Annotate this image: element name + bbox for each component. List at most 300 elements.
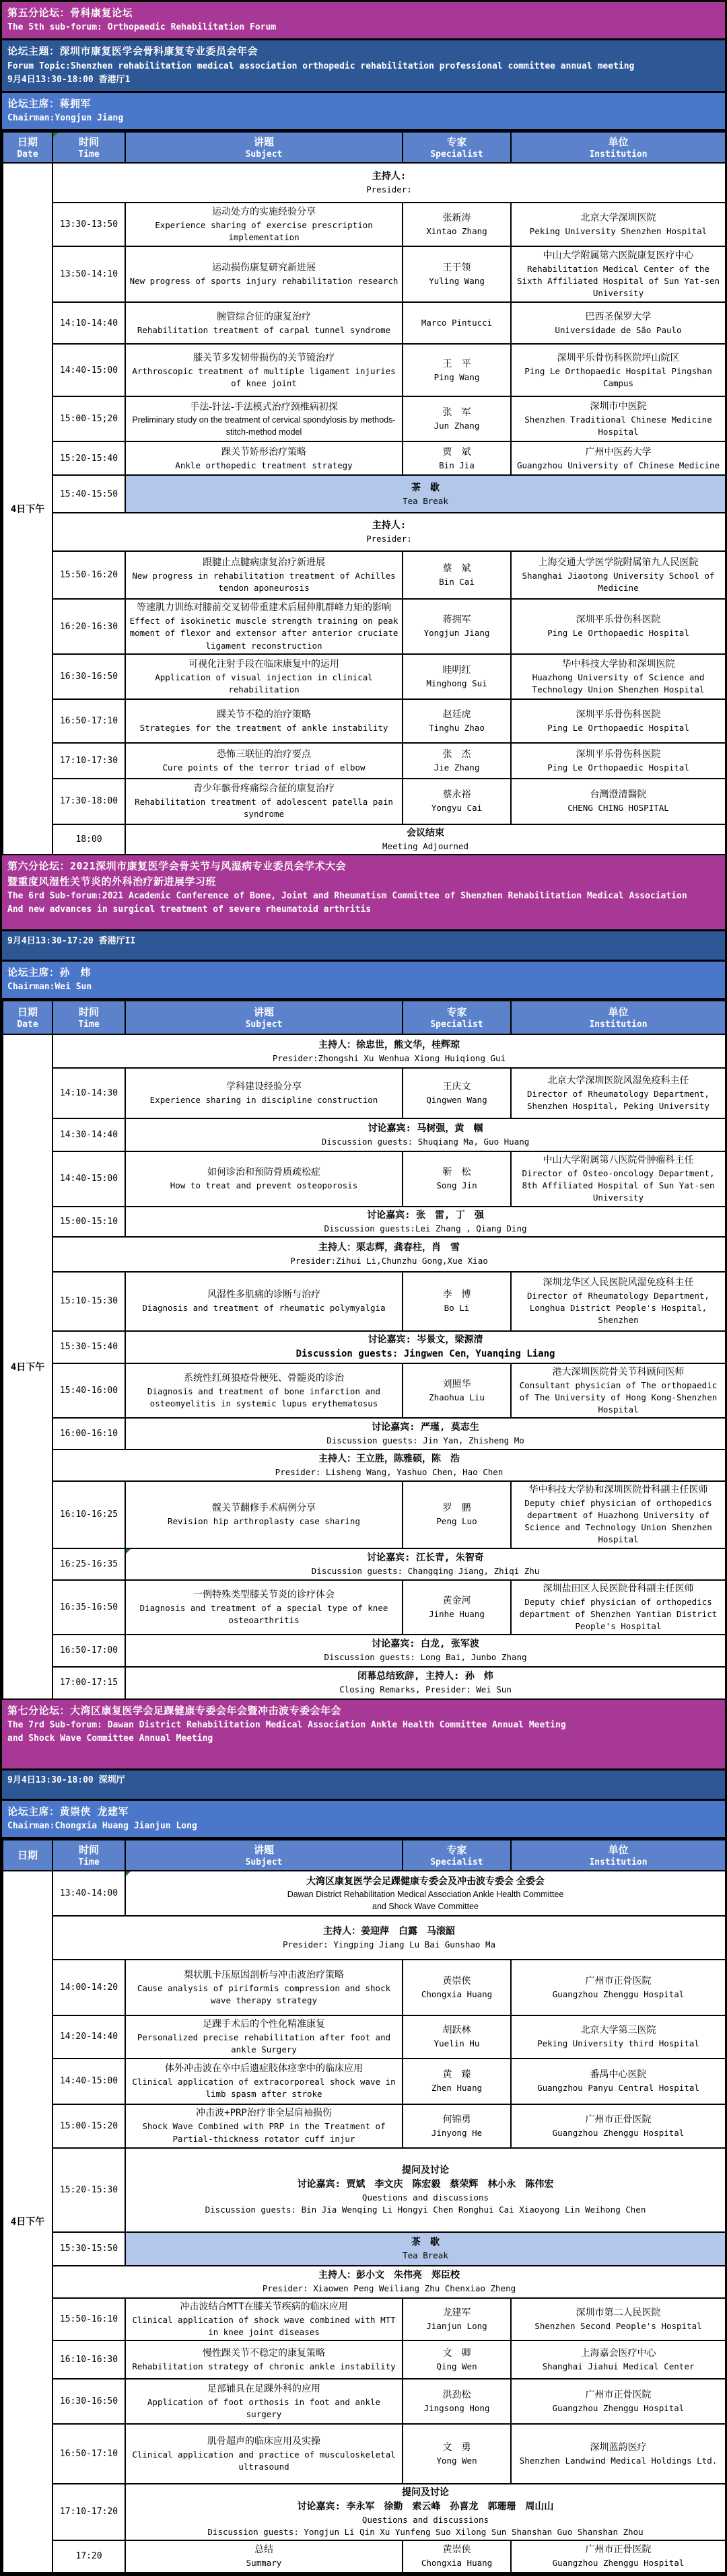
- time-cell: 14:10-14:30: [53, 1068, 125, 1118]
- specialist-line: 黄崇侠: [442, 2544, 471, 2556]
- discussion-row: [125, 2484, 726, 2540]
- institution-line: Shenzhen Second People's Hospital: [534, 2320, 702, 2331]
- note-row-line: Closing Remarks, Presider: Wei Sun: [339, 1684, 512, 1695]
- discussion-row: [125, 2148, 726, 2232]
- subject-line: 冲击波+PRP治疗非全层肩袖损伤: [196, 2108, 332, 2119]
- subject-line: 踝关节矫形治疗策略: [221, 446, 306, 458]
- institution-cell: [511, 599, 726, 653]
- institution-cell: [511, 441, 726, 475]
- sub-forum-7-header-subject: [125, 1840, 403, 1871]
- time-cell: 14:10-14:40: [53, 302, 125, 344]
- presider-line: 主持人：彭小文 朱伟亮 郑臣校: [318, 2270, 460, 2281]
- specialist-line: 王 平: [442, 358, 471, 369]
- discussion-row-line: 讨论嘉宾: 马树强，黄 帼: [368, 1123, 483, 1135]
- sub-forum-6-chairman-band: [2, 962, 725, 1000]
- specialist-cell: [403, 302, 511, 344]
- cell-flag-icon: [126, 1871, 131, 1876]
- institution-line: 广州中医药大学: [585, 446, 652, 458]
- subject-line: Diagnosis and treatment of a special type of knee osteoarthritis: [139, 1602, 388, 1625]
- specialist-line: Yuelin Hu: [434, 2038, 480, 2049]
- column-header-label: 时间: [78, 1005, 99, 1018]
- presider-line: Presider: Yingping Jiang Lu Bai Gunshao Ma: [282, 1939, 496, 1950]
- institution-cell: [511, 1151, 726, 1206]
- institution-line: 深圳平乐骨伤科医院: [576, 748, 661, 760]
- column-header-label: Institution: [589, 149, 648, 160]
- sub-forum-6-banner-line: The 6rd Sub-forum:2021 Academic Conference of Bone, Joint and Rheumatism Committee of Shenzhen Rehabilitation Medical Association: [7, 891, 687, 902]
- institution-cell: [511, 2340, 726, 2379]
- column-header-label: Institution: [589, 1019, 648, 1030]
- sub-forum-7-schedule-table: [2, 1839, 726, 2573]
- subject-line: 髋关节翻修手术病例分享: [212, 1503, 316, 1514]
- specialist-cell: [403, 246, 511, 302]
- subject-line: Cause analysis of piriformis compression and shock wave therapy strategy: [137, 1983, 391, 2006]
- institution-line: Ping Le Orthopaedic Hospital Pingshan Campus: [524, 365, 712, 388]
- column-header-label: Time: [78, 1857, 100, 1868]
- subject-cell: [125, 1272, 403, 1331]
- cell-flag-icon: [53, 133, 58, 137]
- presider-line: 主持人:: [372, 520, 407, 532]
- subject-cell: [125, 654, 403, 699]
- subject-line: Effect of isokinetic muscle strength training on peak moment of flexor and extensor after anterior cruciate ligament reconstruction: [129, 616, 399, 651]
- specialist-line: 文 卿: [442, 2347, 471, 2359]
- time-cell: 16:30-16:50: [53, 654, 125, 699]
- presider-line: Presider:Zihui Li,Chunzhu Gong,Xue Xiao: [290, 1256, 488, 1266]
- note-row-line: and Shock Wave Committee: [372, 1902, 479, 1912]
- institution-cell: [511, 551, 726, 599]
- presider-line: Presider:Zhongshi Xu Wenhua Xiong Huiqiong Gui: [272, 1052, 506, 1063]
- specialist-line: Jie Zhang: [434, 762, 480, 773]
- sub-forum-6-header-date: [3, 1001, 53, 1034]
- note-row-line: Dawan District Rehabilitation Medical Association Ankle Health Committee: [287, 1890, 564, 1900]
- note-row: [125, 1667, 726, 1699]
- institution-cell: [511, 396, 726, 441]
- time-cell: 15:50-16:20: [53, 551, 125, 599]
- column-header-label: 专家: [446, 135, 467, 148]
- time-cell: 15:30-15:50: [53, 2232, 125, 2266]
- subject-line: 足部辅具在足踝外科的应用: [207, 2383, 320, 2394]
- subject-cell: [125, 551, 403, 599]
- institution-line: 北京大学深圳医院: [580, 213, 656, 224]
- sub-forum-6-band-line: 论坛主席：孙 炜: [7, 966, 92, 978]
- subject-cell: [125, 2540, 403, 2573]
- specialist-line: 刘照华: [442, 1378, 471, 1390]
- specialist-cell: [403, 1151, 511, 1206]
- institution-line: Shanghai Jiaotong University School of Medicine: [522, 571, 715, 594]
- subject-cell: [125, 1960, 403, 2015]
- institution-line: 深圳市中医院: [590, 401, 647, 413]
- sub-forum-5-band-line: Chairman:Yongjun Jiang: [7, 113, 124, 124]
- specialist-line: Minghong Sui: [426, 678, 487, 688]
- time-cell: 16:35-16:50: [53, 1580, 125, 1635]
- institution-line: 广州市正骨医院: [585, 2544, 652, 2556]
- discussion-row-line: 讨论嘉宾: 张 雷, 丁 强: [367, 1209, 484, 1221]
- subject-cell: [125, 441, 403, 475]
- specialist-line: 贾 斌: [442, 446, 471, 458]
- institution-line: Ping Le Orthopaedic Hospital: [547, 762, 689, 773]
- subject-line: 体外冲击波在卒中后遗症肢体痉挛中的临床应用: [165, 2063, 363, 2074]
- tea-break-row: [125, 475, 726, 513]
- sub-forum-5-banner-line: 第五分论坛：骨科康复论坛: [7, 7, 133, 19]
- subject-line: Summary: [246, 2558, 282, 2569]
- presider-line: 主持人：王立胜，陈雅硕，陈 浩: [318, 1454, 460, 1465]
- specialist-cell: [403, 599, 511, 653]
- specialist-line: Jianjun Long: [426, 2320, 487, 2331]
- institution-line: 华中科技大学协和深圳医院骨科副主任医师: [528, 1484, 708, 1496]
- discussion-row: [125, 1635, 726, 1667]
- time-cell: 16:00-16:10: [53, 1418, 125, 1450]
- presider-line: Presider: Xiaowen Peng Weiliang Zhu Chenxiao Zheng: [262, 2283, 516, 2294]
- time-cell: 17:30-18:00: [53, 779, 125, 824]
- sub-forum-7-band-line: Chairman:Chongxia Huang Jianjun Long: [7, 1821, 197, 1832]
- time-cell: 16:30-16:50: [53, 2379, 125, 2424]
- time-cell: 13:30-13:50: [53, 203, 125, 246]
- sub-forum-5-banner: [2, 2, 725, 40]
- sub-forum-6-band-line: Chairman:Wei Sun: [7, 982, 92, 993]
- subject-line: 等速肌力训练对膝前交叉韧带重建术后屈伸肌群峰力矩的影响: [137, 602, 391, 614]
- institution-line: 深圳市第二人民医院: [576, 2307, 661, 2318]
- specialist-cell: [403, 2424, 511, 2484]
- institution-cell: [511, 2059, 726, 2104]
- specialist-cell: [403, 654, 511, 699]
- sub-forum-7-banner: [2, 1700, 725, 1770]
- institution-line: 广州市正骨医院: [585, 1976, 652, 1987]
- note-row-line: Meeting Adjourned: [382, 840, 469, 851]
- institution-line: 广州市正骨医院: [585, 2114, 652, 2125]
- subject-cell: [125, 1068, 403, 1118]
- specialist-line: Yongyu Cai: [431, 803, 483, 814]
- institution-cell: [511, 654, 726, 699]
- presider-row: [53, 1450, 726, 1481]
- institution-cell: [511, 1481, 726, 1548]
- institution-line: 上海嘉会医疗中心: [580, 2347, 656, 2359]
- subject-cell: [125, 779, 403, 824]
- specialist-line: Jingsong Hong: [423, 2402, 490, 2413]
- institution-line: Peking University Shenzhen Hospital: [529, 226, 707, 237]
- specialist-line: 张 军: [442, 407, 471, 419]
- note-row-line: 大湾区康复医学会足踝健康专委会及冲击波专委会 全委会: [306, 1875, 545, 1887]
- presider-line: Presider:: [366, 534, 412, 544]
- column-header-label: 时间: [78, 1843, 99, 1856]
- subject-cell: [125, 2298, 403, 2340]
- institution-line: Ping Le Orthopaedic Hospital: [547, 628, 689, 639]
- sub-forum-6-schedule-table: [2, 1000, 726, 1700]
- subject-line: Cure points of the terror triad of elbow: [162, 762, 366, 773]
- discussion-row-line: Discussion guests: Changqing Jiang, Zhiqi Zhu: [311, 1565, 540, 1576]
- subject-line: 运动处方的实施经验分享: [212, 207, 316, 218]
- cell-flag-icon: [126, 1549, 131, 1554]
- institution-cell: [511, 743, 726, 779]
- specialist-cell: [403, 1481, 511, 1548]
- specialist-cell: [403, 1068, 511, 1118]
- time-cell: 15:00-15;20: [53, 396, 125, 441]
- subject-line: Clinical application and practice of musculoskeletal ultrasound: [132, 2449, 396, 2472]
- time-cell: 14:40-15:00: [53, 1151, 125, 1206]
- institution-line: Shanghai Jiahui Medical Center: [542, 2361, 695, 2371]
- specialist-line: Jun Zhang: [434, 421, 480, 431]
- sub-forum-7-band-line: 9月4日13:30-18:00 深圳厅: [7, 1775, 125, 1785]
- column-header-label: Specialist: [430, 1857, 483, 1868]
- tea-break-row-line: Tea Break: [403, 495, 448, 506]
- discussion-row-line: 讨论嘉宾: 贾斌 李文庆 陈宏毅 蔡荣辉 林小永 陈伟宏: [297, 2178, 554, 2190]
- time-cell: 15:50-16:10: [53, 2298, 125, 2340]
- date-cell: 4日下午: [3, 163, 53, 855]
- discussion-row-line: Questions and discussions: [361, 2514, 489, 2525]
- sub-forum-7-chairman-band: [2, 1801, 725, 1839]
- institution-line: Director of Rheumatology Department, Longhua District People's Hospital, Shenzhen: [527, 1291, 709, 1326]
- specialist-line: 洪劲松: [442, 2389, 471, 2400]
- presider-line: 主持人:: [372, 171, 407, 182]
- specialist-cell: [403, 441, 511, 475]
- specialist-cell: [403, 699, 511, 743]
- institution-line: 北京大学深圳医院风湿免疫科主任: [547, 1075, 689, 1087]
- specialist-line: Jinyong He: [431, 2127, 483, 2138]
- specialist-line: 黄金河: [442, 1595, 471, 1606]
- sub-forum-5-header-time: [53, 132, 125, 163]
- subject-line: Strategies for the treatment of ankle instability: [139, 722, 388, 733]
- sub-forum-5-header-specialist: [403, 132, 511, 163]
- tea-break-row-line: 茶 歇: [411, 482, 440, 493]
- specialist-cell: [403, 396, 511, 441]
- institution-line: Consultant physician of The orthopaedic of The University of Hong Kong-Shenzhen Hospital: [519, 1380, 718, 1415]
- note-row-line: 闭幕总结致辞, 主持人: 孙 炜: [357, 1671, 493, 1682]
- sub-forum-7-band-line: 论坛主席：黄崇侠 龙建军: [7, 1805, 129, 1818]
- discussion-row-line: Discussion guests: Bin Jia Wenqing Li Hongyi Chen Ronghui Cai Xiaoyong Lin Weihong Chen: [205, 2205, 646, 2215]
- specialist-line: Qingwen Wang: [426, 1095, 487, 1106]
- discussion-row: [125, 1118, 726, 1151]
- column-header-label: Subject: [245, 1019, 283, 1030]
- time-cell: 14:00-14:20: [53, 1960, 125, 2015]
- presider-row: [53, 163, 726, 203]
- subject-line: 恐怖三联征的治疗要点: [217, 748, 311, 760]
- specialist-cell: [403, 2540, 511, 2573]
- specialist-cell: [403, 2340, 511, 2379]
- specialist-line: 龙建军: [442, 2307, 471, 2318]
- subject-cell: [125, 2424, 403, 2484]
- column-header-label: 单位: [608, 1843, 629, 1856]
- subject-line: 冲击波结合MTT在膝关节疾病的临床应用: [180, 2301, 348, 2312]
- institution-line: Shenzhen Traditional Chinese Medicine Hospital: [524, 415, 712, 437]
- column-header-label: Time: [78, 1019, 100, 1030]
- column-header-label: Subject: [245, 149, 283, 160]
- subject-line: 踝关节不稳的治疗策略: [217, 709, 311, 720]
- institution-line: Guangzhou Panyu Central Hospital: [537, 2083, 699, 2094]
- institution-line: 华中科技大学协和深圳医院: [561, 658, 675, 670]
- column-header-label: 讲题: [253, 1005, 274, 1018]
- presider-line: Presider:: [366, 184, 412, 195]
- specialist-cell: [403, 1580, 511, 1635]
- subject-line: 系统性红斑狼疮骨梗死、骨髓炎的诊治: [184, 1372, 344, 1384]
- presider-row: [53, 513, 726, 551]
- institution-line: Rehabilitation Medical Center of the Sixth Affiliated Hospital of Sun Yat-sen University: [516, 264, 720, 299]
- subject-line: 青少年髌骨疼痛综合征的康复治疗: [193, 783, 335, 795]
- subject-line: 膝关节多发韧带损伤的关节镜治疗: [193, 352, 335, 363]
- discussion-row-line: 讨论嘉宾: 岑景文，梁源清: [368, 1334, 483, 1345]
- sub-forum-6-banner: [2, 855, 725, 931]
- subject-line: Arthroscopic treatment of multiple ligament injuries of knee joint: [132, 365, 396, 388]
- subject-line: Rehabilitation strategy of chronic ankle instability: [132, 2361, 396, 2371]
- specialist-cell: [403, 2015, 511, 2058]
- subject-line: New progress in rehabilitation treatment of Achilles tendon aponeurosis: [132, 571, 396, 594]
- discussion-row-line: 提问及讨论: [402, 2164, 449, 2176]
- subject-line: 梨状肌卡压原因剖析与冲击波治疗策略: [184, 1970, 344, 1981]
- specialist-line: 眭明红: [442, 664, 471, 676]
- column-header-label: 日期: [17, 1005, 38, 1018]
- institution-cell: [511, 2104, 726, 2148]
- specialist-line: Zhaohua Liu: [429, 1392, 485, 1402]
- institution-line: Director of Rheumatology Department, Shenzhen Hospital, Peking University: [527, 1089, 709, 1112]
- subject-cell: [125, 2104, 403, 2148]
- institution-line: Shenzhen Landwind Medical Holdings Ltd.: [519, 2455, 718, 2466]
- specialist-line: 蒋拥军: [442, 614, 471, 626]
- column-header-label: Specialist: [430, 149, 483, 160]
- specialist-line: Xintao Zhang: [426, 226, 487, 237]
- column-header-label: Subject: [245, 1857, 283, 1868]
- column-header-label: Institution: [589, 1857, 648, 1868]
- presider-line: Presider: Lisheng Wang, Yashuo Chen, Hao Chen: [275, 1467, 504, 1478]
- column-header-label: Date: [17, 149, 38, 160]
- institution-line: 台灣澄清醫院: [590, 789, 647, 801]
- date-cell: 4日下午: [3, 1871, 53, 2573]
- institution-cell: [511, 2298, 726, 2340]
- specialist-line: 胡跃林: [442, 2025, 471, 2036]
- presider-row: [53, 1916, 726, 1960]
- subject-line: 运动损伤康复研究新进展: [212, 262, 316, 274]
- sub-forum-5-banner-line: The 5th sub-forum: Orthopaedic Rehabilitation Forum: [7, 22, 277, 33]
- institution-cell: [511, 344, 726, 396]
- time-cell: 18:00: [53, 824, 125, 855]
- time-cell: 14:40-15:00: [53, 2059, 125, 2104]
- sub-forum-7-header-date: [3, 1840, 53, 1871]
- specialist-cell: [403, 551, 511, 599]
- institution-line: 中山大学附属第六医院康复医疗中心: [543, 250, 694, 262]
- specialist-line: Bin Jia: [439, 460, 475, 470]
- institution-cell: [511, 2015, 726, 2058]
- sub-forum-6-header-specialist: [403, 1001, 511, 1034]
- institution-line: Guangzhou Zhenggu Hospital: [552, 2127, 685, 2138]
- institution-cell: [511, 2424, 726, 2484]
- discussion-row-line: Discussion guests: Jin Yan, Zhisheng Mo: [326, 1435, 524, 1446]
- subject-line: 总结: [254, 2544, 273, 2556]
- specialist-line: 赵廷虎: [442, 709, 471, 720]
- specialist-line: 蔡 斌: [442, 563, 471, 575]
- sub-forum-5-chairman-band: [2, 93, 725, 131]
- column-header-label: Date: [17, 1019, 38, 1030]
- subject-line: Experience sharing in discipline construction: [149, 1095, 378, 1106]
- specialist-line: Qing Wen: [436, 2361, 477, 2371]
- tea-break-row-line: 茶 歇: [411, 2237, 440, 2248]
- institution-line: Peking University third Hospital: [537, 2038, 699, 2049]
- subject-cell: [125, 1580, 403, 1635]
- specialist-line: 罗 鹏: [442, 1503, 471, 1514]
- subject-cell: [125, 2379, 403, 2424]
- time-cell: 15:20-15:30: [53, 2148, 125, 2232]
- date-cell: 4日下午: [3, 1034, 53, 1699]
- specialist-line: 李 博: [442, 1289, 471, 1301]
- time-cell: 15:40-16:00: [53, 1363, 125, 1418]
- discussion-row-line: 讨论嘉宾: 白龙, 张军波: [372, 1639, 479, 1650]
- institution-line: Deputy chief physician of orthopedics department of Shenzhen Yantian District People's Hospital: [519, 1596, 718, 1631]
- sub-forum-6-banner-line: And new advances in surgical treatment of severe rheumatoid arthritis: [7, 904, 372, 915]
- institution-cell: [511, 246, 726, 302]
- sub-forum-7-header-time: [53, 1840, 125, 1871]
- subject-cell: [125, 1151, 403, 1206]
- sub-forum-7-banner-line: 第七分论坛：大湾区康复医学会足踝健康专委会年会暨冲击波专委会年会: [7, 1704, 342, 1717]
- institution-cell: [511, 1960, 726, 2015]
- discussion-row-line: Questions and discussions: [361, 2192, 489, 2203]
- institution-line: 深圳龙华区人民医院风湿免疫科主任: [543, 1277, 694, 1289]
- time-cell: 17:20: [53, 2540, 125, 2573]
- time-cell: 16:20-16:30: [53, 599, 125, 653]
- specialist-line: 何锦勇: [442, 2114, 471, 2125]
- time-cell: 14:30-14:40: [53, 1118, 125, 1151]
- institution-cell: [511, 302, 726, 344]
- institution-line: Director of Osteo-oncology Department, 8th Affiliated Hospital of Sun Yat-sen University: [522, 1168, 715, 1203]
- specialist-line: Bo Li: [444, 1303, 470, 1314]
- column-header-label: 时间: [78, 135, 99, 148]
- subject-cell: [125, 599, 403, 653]
- subject-line: Clinical application of extracorporeal shock wave in limb spasm after stroke: [132, 2076, 396, 2100]
- discussion-row-line: Discussion guests:Lei Zhang , Qiang Ding: [324, 1223, 527, 1233]
- sub-forum-7-header-specialist: [403, 1840, 511, 1871]
- sub-forum-7-banner-line: and Shock Wave Committee Annual Meeting: [7, 1733, 213, 1744]
- institution-line: Huazhong University of Science and Technology Union Shenzhen Hospital: [532, 672, 705, 694]
- time-cell: 15:40-15:50: [53, 475, 125, 513]
- discussion-row: [125, 1548, 726, 1580]
- subject-cell: [125, 2340, 403, 2379]
- specialist-line: Marco Pintucci: [421, 318, 493, 328]
- column-header-label: 单位: [608, 1005, 629, 1018]
- institution-cell: [511, 1068, 726, 1118]
- subject-line: Experience sharing of exercise prescription implementation: [155, 220, 373, 243]
- subject-line: Rehabilitation treatment of adolescent patella pain syndrome: [135, 797, 393, 820]
- time-cell: 16:50-17:00: [53, 1635, 125, 1667]
- specialist-cell: [403, 743, 511, 779]
- institution-cell: [511, 1580, 726, 1635]
- institution-cell: [511, 203, 726, 246]
- subject-line: Application of visual injection in clinical rehabilitation: [155, 672, 373, 694]
- time-cell: 15:10-15:30: [53, 1272, 125, 1331]
- subject-line: Clinical application of shock wave combined with MTT in knee joint diseases: [132, 2314, 396, 2337]
- subject-line: Revision hip arthroplasty case sharing: [168, 1516, 360, 1527]
- subject-line: 一例特殊类型膝关节炎的诊疗体会: [193, 1589, 335, 1600]
- subject-line: Shock Wave Combined with PRP in the Treatment of Partial-thickness rotator cuff injur: [142, 2121, 386, 2144]
- time-cell: 15:00-15:10: [53, 1207, 125, 1237]
- time-cell: 15:20-15:40: [53, 441, 125, 475]
- time-cell: 16:50-17:10: [53, 2424, 125, 2484]
- presider-row: [53, 1034, 726, 1068]
- time-cell: 16:50-17:10: [53, 699, 125, 743]
- column-header-label: 讲题: [253, 135, 274, 148]
- subject-line: Ankle orthopedic treatment strategy: [175, 460, 353, 470]
- specialist-line: 张新涛: [442, 213, 471, 224]
- specialist-line: 张 杰: [442, 748, 471, 760]
- subject-cell: [125, 699, 403, 743]
- time-cell: 16:10-16:25: [53, 1481, 125, 1548]
- institution-line: 北京大学第三医院: [580, 2025, 656, 2036]
- note-row: [125, 824, 726, 855]
- institution-line: 番禺中心医院: [590, 2069, 647, 2081]
- specialist-line: Bin Cai: [439, 577, 475, 587]
- sub-forum-6-banner-line: 第六分论坛：2021深圳市康复医学会骨关节与风湿病专业委员会学术大会: [7, 859, 347, 872]
- subject-line: 风湿性多肌痛的诊断与治疗: [207, 1289, 320, 1301]
- sub-forum-5-topic-band: [2, 40, 725, 93]
- discussion-row-line: 讨论嘉宾: 严瑾, 莫志生: [372, 1422, 479, 1433]
- subject-line: New progress of sports injury rehabilitation research: [129, 276, 399, 287]
- subject-cell: [125, 344, 403, 396]
- time-cell: 15:00-15:20: [53, 2104, 125, 2148]
- institution-cell: [511, 2540, 726, 2573]
- subject-line: 如何诊治和预防骨质疏松症: [207, 1167, 320, 1178]
